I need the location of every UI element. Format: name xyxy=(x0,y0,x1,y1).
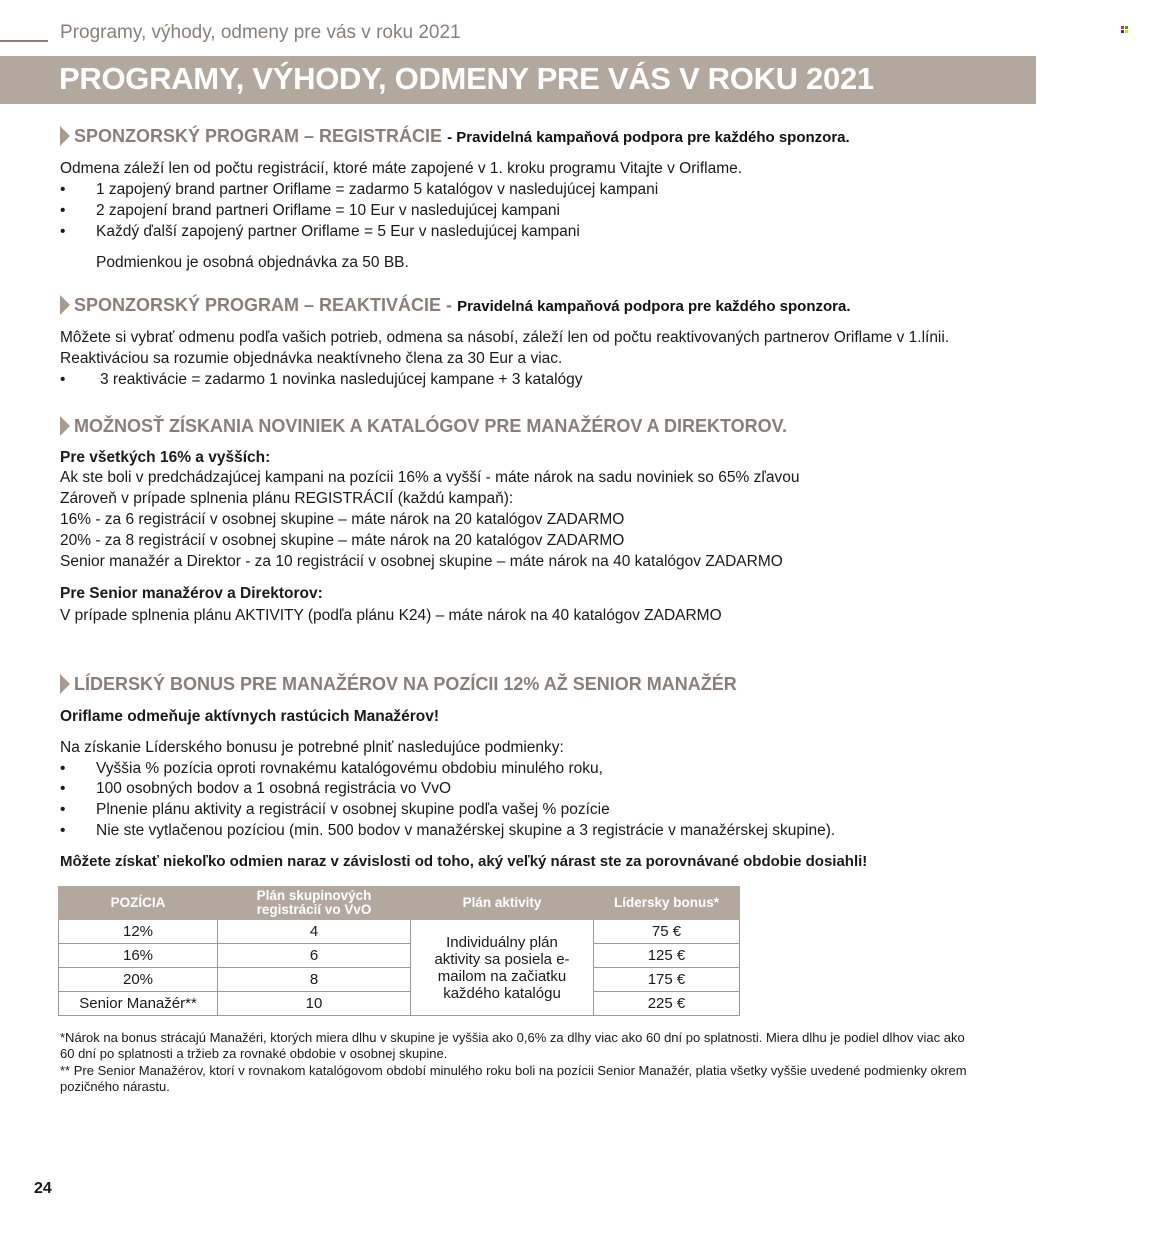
footnote: 60 dní po splatnosti a tržieb za rovnaké obdobie v osobnej skupine. xyxy=(60,1046,448,1061)
table-header-row xyxy=(59,887,740,920)
column-header: Plán aktivity xyxy=(411,887,594,920)
section-title: MOŽNOSŤ ZÍSKANIA NOVINIEK A KATALÓGOV PRE MANAŽÉROV A DIREKTOROV. xyxy=(74,416,788,436)
registrations-cell: 10 xyxy=(218,992,411,1016)
footnote: pozičného nárastu. xyxy=(60,1079,170,1094)
page-number: 24 xyxy=(34,1180,52,1197)
footnote: *Nárok na bonus strácajú Manažéri, ktorých miera dlhu v skupine je vyššia ako 0,6% za dlhy viac ako 60 dní po splatnosti. Miera dlhu je podiel dlhov viac ako xyxy=(60,1030,965,1045)
bonus-cell: 175 € xyxy=(594,968,740,992)
table-row xyxy=(59,920,740,944)
section-registrations-heading xyxy=(60,126,850,147)
column-header: Plán skupinových registrácií vo VvO xyxy=(218,887,411,920)
section-novelties-heading xyxy=(60,416,787,437)
registrations-cell: 8 xyxy=(218,968,411,992)
highlight-text: Môžete získať niekoľko odmien naraz v závislosti od toho, aký veľký nárast ste za porovnávané obdobie dosiahli! xyxy=(60,853,868,870)
section-text: Reaktiváciou sa rozumie objednávka neaktívneho člena za 30 Eur a viac. xyxy=(60,350,563,367)
running-title: Programy, výhody, odmeny pre vás v roku 2021 xyxy=(60,22,461,43)
section-text: V prípade splnenia plánu AKTIVITY (podľa plánu K24) – máte nárok na 40 katalógov ZADARMO xyxy=(60,607,722,624)
leader-bonus-table xyxy=(58,886,740,1016)
section-title: LÍDERSKÝ BONUS PRE MANAŽÉROV NA POZÍCII 12% AŽ SENIOR MANAŽÉR xyxy=(74,674,737,694)
position-cell: 12% xyxy=(59,920,218,944)
section-reactivations-heading xyxy=(60,295,851,316)
arrow-icon xyxy=(60,295,70,315)
section-text: Zároveň v prípade splnenia plánu REGISTRÁCIÍ (každú kampaň): xyxy=(60,490,514,507)
section-subtitle: - Pravidelná kampaňová podpora pre každého sponzora. xyxy=(447,129,850,146)
column-header: Lídersky bonus* xyxy=(594,887,740,920)
table-row xyxy=(59,992,740,1016)
logo-mark-icon xyxy=(1121,26,1128,33)
section-title: SPONZORSKÝ PROGRAM – REAKTIVÁCIE - xyxy=(74,295,453,315)
bonus-cell: 125 € xyxy=(594,944,740,968)
arrow-icon xyxy=(60,674,70,694)
table-row xyxy=(59,944,740,968)
section-text: 16% - za 6 registrácií v osobnej skupine – máte nárok na 20 katalógov ZADARMO xyxy=(60,511,625,528)
section-subtitle: Pravidelná kampaňová podpora pre každého sponzora. xyxy=(457,298,851,315)
arrow-icon xyxy=(60,416,70,436)
bonus-cell: 75 € xyxy=(594,920,740,944)
section-text: Senior manažér a Direktor - za 10 registrácií v osobnej skupine – máte nárok na 40 katalógov ZADARMO xyxy=(60,553,783,570)
section-title: SPONZORSKÝ PROGRAM – REGISTRÁCIE xyxy=(74,126,443,146)
position-cell: 20% xyxy=(59,968,218,992)
section-leader-bonus-heading xyxy=(60,674,737,695)
registrations-cell: 4 xyxy=(218,920,411,944)
arrow-icon xyxy=(60,126,70,146)
bonus-cell: 225 € xyxy=(594,992,740,1016)
section-text: 20% - za 8 registrácií v osobnej skupine – máte nárok na 20 katalógov ZADARMO xyxy=(60,532,625,549)
header-rule xyxy=(0,40,48,42)
table-row xyxy=(59,968,740,992)
section-tagline: Oriflame odmeňuje aktívnych rastúcich Manažérov! xyxy=(60,708,440,725)
section-intro: Odmena záleží len od počtu registrácií, ktoré máte zapojené v 1. kroku programu Vitajte v Oriflame. xyxy=(60,160,743,177)
section-text: Môžete si vybrať odmenu podľa vašich potrieb, odmena sa násobí, záleží len od počtu reaktivovaných partnerov Oriflame v 1.línii. xyxy=(60,329,950,346)
column-header: POZÍCIA xyxy=(59,887,218,920)
group-heading: Pre Senior manažérov a Direktorov: xyxy=(60,585,323,602)
group-heading: Pre všetkých 16% a vyšších: xyxy=(60,449,271,466)
registrations-cell: 6 xyxy=(218,944,411,968)
section-intro: Na získanie Líderského bonusu je potrebné plniť nasledujúce podmienky: xyxy=(60,739,564,756)
position-cell: Senior Manažér** xyxy=(59,992,218,1016)
footnote: ** Pre Senior Manažérov, ktorí v rovnakom katalógovom období minulého roku boli na pozícii Senior Manažér, platia všetky vyššie uvedené podmienky okrem xyxy=(60,1063,967,1078)
section-text: Ak ste boli v predchádzajúcej kampani na pozícii 16% a vyšší - máte nárok na sadu noviniek so 65% zľavou xyxy=(60,469,800,486)
activity-plan-cell: Individuálny plán aktivity sa posiela e-mailom na začiatku každého katalógu xyxy=(411,920,594,1016)
page-title: PROGRAMY, VÝHODY, ODMENY PRE VÁS V ROKU 2021 xyxy=(59,61,874,96)
section-condition: Podmienkou je osobná objednávka za 50 BB. xyxy=(96,254,409,271)
position-cell: 16% xyxy=(59,944,218,968)
